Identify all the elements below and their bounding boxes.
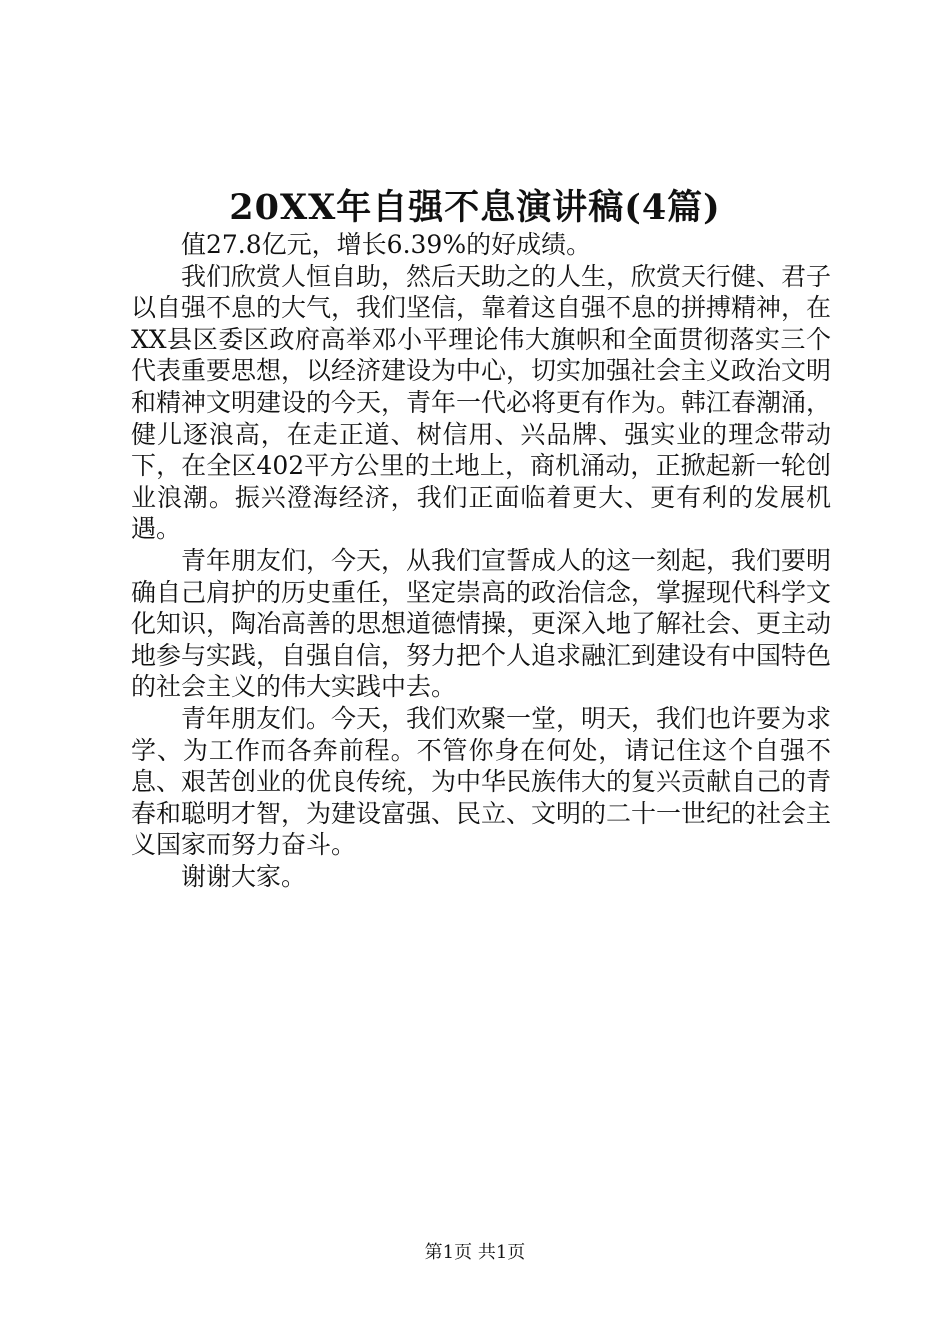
paragraph: 谢谢大家。 (181, 861, 307, 891)
paragraph: 青年朋友们，今天，从我们宣誓成人的这一刻起，我们要明确自己肩护的历史重任，坚定崇高的政治信念，掌握现代科学文化知识，陶冶高善的思想道德情操，更深入地了解社会、更主动地参与实践，自强自信，努力把个人追求融汇到建设有中国特色的社会主义的伟大实践中去。 (131, 545, 832, 702)
page-footer: 第1页 共1页 (424, 1242, 526, 1263)
paragraph: 值27.8亿元，增长6.39%的好成绩。 (181, 230, 592, 259)
document-body (131, 229, 831, 892)
paragraph: 我们欣赏人恒自助，然后天助之的人生，欣赏天行健、君子以自强不息的大气，我们坚信，靠着这自强不息的拼搏精神，在XX县区委区政府高举邓小平理论伟大旗帜和全面贯彻落实三个代表重要思想，以经济建设为中心，切实加强社会主义政治文明和精神文明建设的今天，青年一代必将更有作为。韩江春潮涌，健儿逐浪高，在走正道、树信用、兴品牌、强实业的理念带动下，在全区402平方公里的土地上，商机涌动，正掀起新一轮创业浪潮。振兴澄海经济，我们正面临着更大、更有利的发展机遇。 (131, 261, 832, 544)
paragraph: 青年朋友们。今天，我们欢聚一堂，明天，我们也许要为求学、为工作而各奔前程。不管你身在何处，请记住这个自强不息、艰苦创业的优良传统，为中华民族伟大的复兴贡献自己的青春和聪明才智，为建设富强、民立、文明的二十一世纪的社会主义国家而努力奋斗。 (131, 703, 832, 860)
document-title: 20XX年自强不息演讲稿(4篇) (229, 187, 721, 228)
